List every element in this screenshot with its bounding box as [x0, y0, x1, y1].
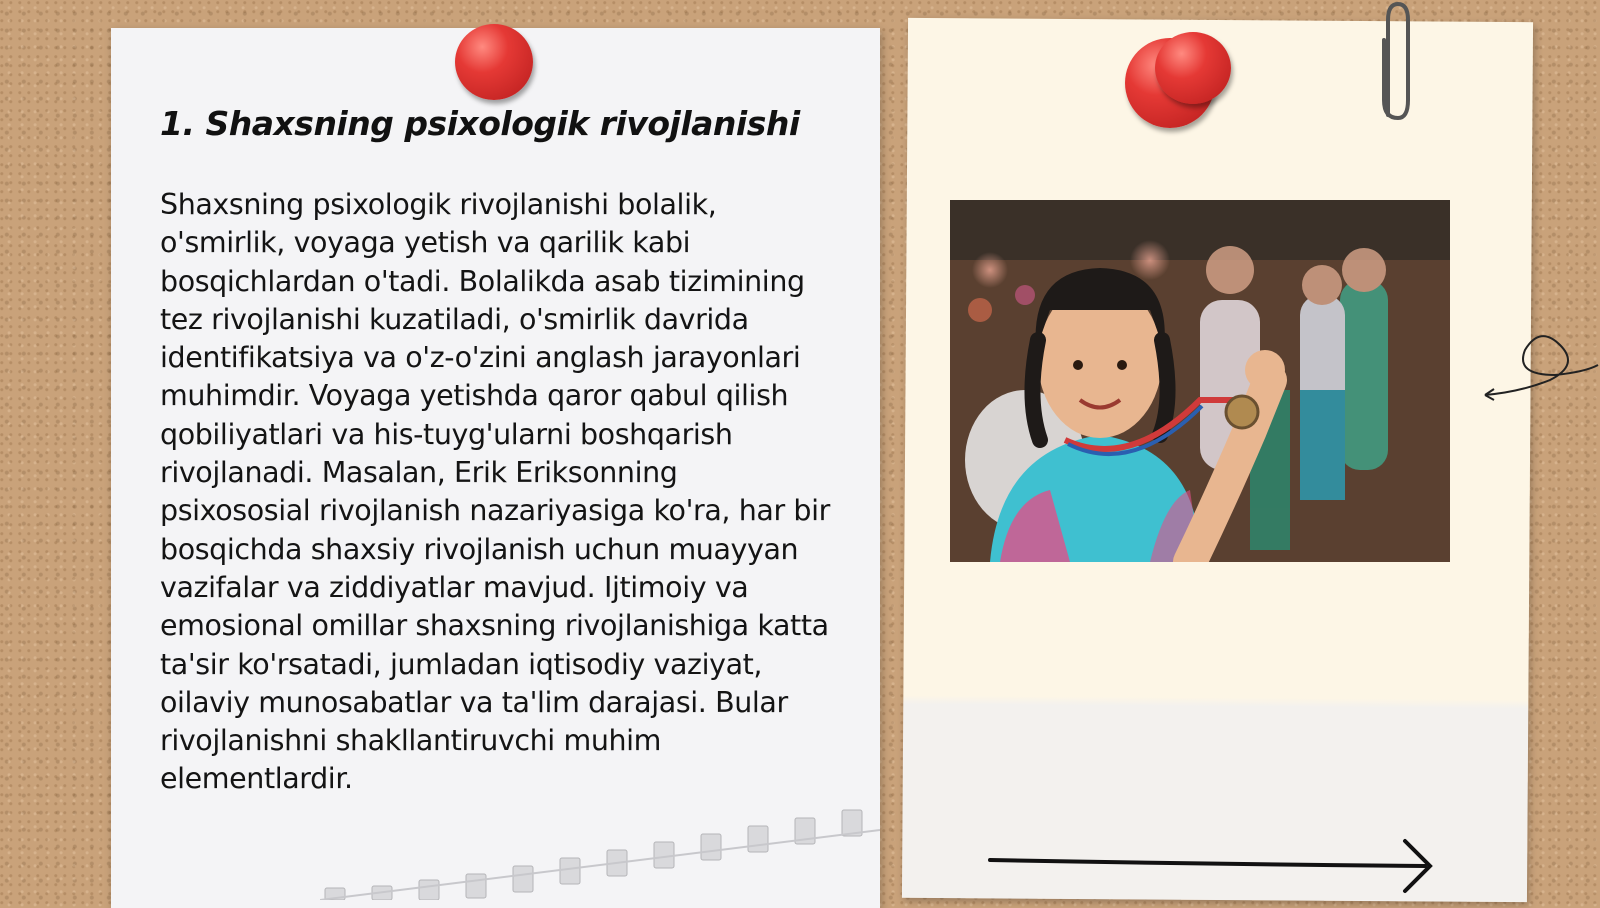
body-paragraph: Shaxsning psixologik rivojlanishi bolalik, o'smirlik, voyaga yetish va qarilik kabi bosqichlardan o'tadi. Bolalikda asab tizimining tez rivojlanishi kuzatiladi, o'smirlik davrida identifikatsiya va o'z-o'zini anglash jarayonlari muhimdir. Voyaga yetishda qaror qabul qilish qobiliyatlari va his-tuyg'ularni boshqarish rivojlanadi. Masalan, Erik Eriksonning psixososial rivojlanish nazariyasiga ko'ra, har bir bosqichda shaxsiy rivojlanish uchun muayyan vazifalar va ziddiyatlar mavjud. Ijtimoiy va emosional omillar shaxsning rivojlanishiga katta ta'sir ko'rsatadi, jumladan iqtisodiy vaziyat, oilaviy munosabatlar va ta'lim darajasi. Bular rivojlanishni shakllantiruvchi muhim elementlardir.	[160, 188, 830, 796]
right-arrow-icon	[985, 836, 1445, 896]
photo-girl-with-medal	[950, 200, 1450, 562]
loop-arrow-doodle	[1480, 310, 1600, 410]
red-pushpin-icon	[455, 24, 533, 100]
red-pushpin-icon	[1155, 32, 1231, 104]
torn-paper-tabs	[320, 800, 880, 900]
paperclip-icon	[1376, 0, 1416, 125]
page-title: 1. Shaxsning psixologik rivojlanishi	[160, 104, 800, 143]
